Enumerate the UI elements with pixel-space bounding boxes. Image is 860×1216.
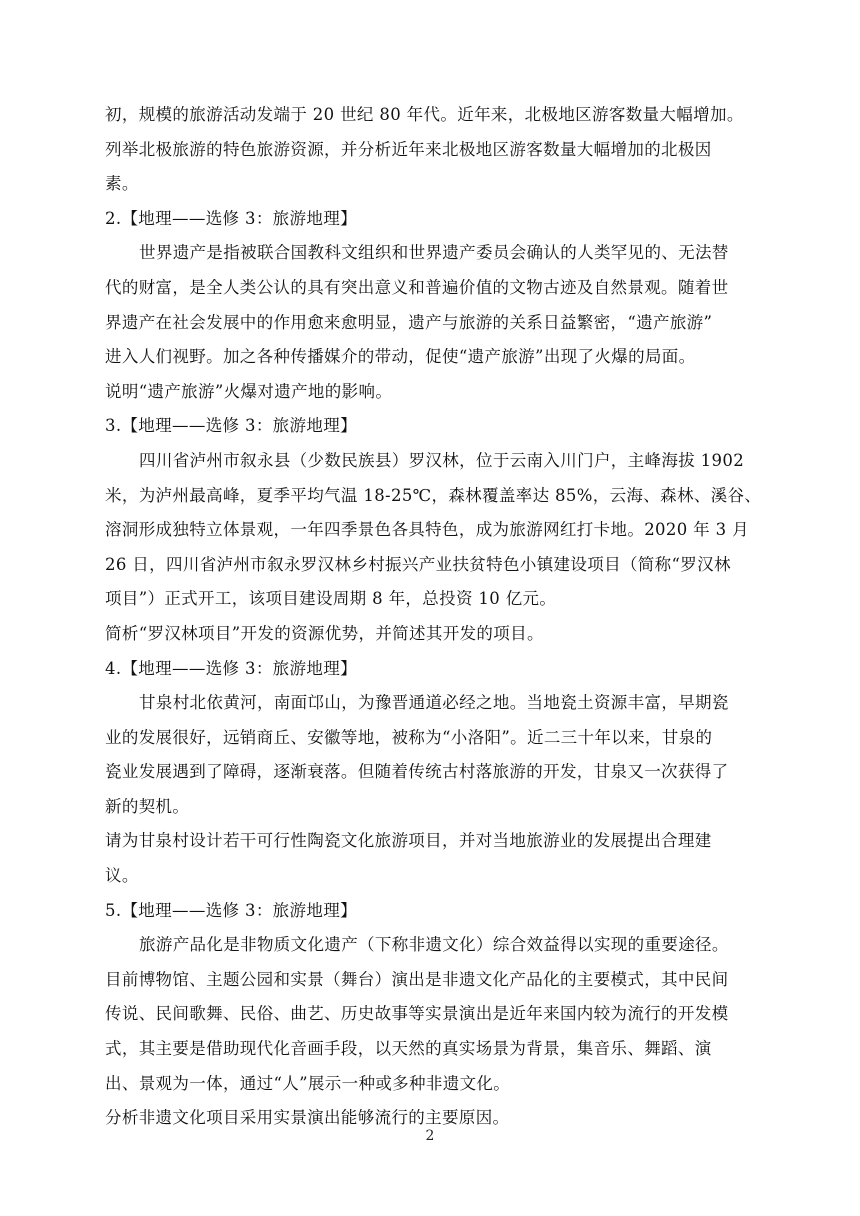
page-content [105, 98, 785, 1136]
question-prompt: 分析非遗文化项目采用实景演出能够流行的主要原因。 [105, 1108, 510, 1128]
text-line: 甘泉村北依黄河，南面邙山，为豫晋通道必经之地。当地瓷土资源丰富，早期瓷 [139, 693, 729, 713]
text-line: 项目”）正式开工，该项目建设周期 8 年，总投资 10 亿元。 [105, 589, 557, 609]
text-line: 式，其主要是借助现代化音画手段，以天然的真实场景为背景，集音乐、舞蹈、演 [105, 1039, 712, 1059]
question-prompt: 简析“罗汉林项目”开发的资源优势，并简述其开发的项目。 [105, 623, 544, 643]
page-number: 2 [425, 1128, 435, 1144]
question-heading: 3.【地理——选修 3：旅游地理】 [105, 416, 357, 436]
question-prompt: 说明“遗产旅游”火爆对遗产地的影响。 [105, 381, 393, 401]
question-heading: 4.【地理——选修 3：旅游地理】 [105, 658, 357, 678]
text-line: 溶洞形成独特立体景观，一年四季景色各具特色，成为旅游网红打卡地。2020 年 3 月 [105, 520, 749, 540]
question-3 [105, 409, 785, 651]
question-heading: 5.【地理——选修 3：旅游地理】 [105, 900, 357, 920]
text-line: 传说、民间歌舞、民俗、曲艺、历史故事等实景演出是近年来国内较为流行的开发模 [105, 1004, 729, 1024]
text-line: 米，为泸州最高峰，夏季平均气温 18-25℃，森林覆盖率达 85%，云海、森林、溪谷、 [105, 485, 762, 505]
text-line: 界遗产在社会发展中的作用愈来愈明显，遗产与旅游的关系日益繁密，“遗产旅游” [105, 312, 713, 332]
text-line: 出、景观为一体，通过“人”展示一种或多种非遗文化。 [105, 1073, 511, 1093]
text-line: 目前博物馆、主题公园和实景（舞台）演出是非遗文化产品化的主要模式，其中民间 [105, 969, 729, 989]
text-line: 素。 [105, 174, 139, 194]
question-1-tail [105, 98, 785, 202]
text-line: 世界遗产是指被联合国教科文组织和世界遗产委员会确认的人类罕见的、无法替 [139, 243, 729, 263]
text-line: 代的财富，是全人类公认的具有突出意义和普遍价值的文物古迹及自然景观。随着世 [105, 277, 729, 297]
question-heading: 2.【地理——选修 3：旅游地理】 [105, 208, 357, 228]
text-line: 初，规模的旅游活动发端于 20 世纪 80 年代。近年来，北极地区游客数量大幅增加。 [105, 105, 744, 124]
question-prompt: 请为甘泉村设计若干可行性陶瓷文化旅游项目，并对当地旅游业的发展提出合理建 [105, 831, 712, 851]
question-4 [105, 652, 785, 894]
text-line: 进入人们视野。加之各种传播媒介的带动，促使“遗产旅游”出现了火爆的局面。 [105, 347, 696, 367]
text-line: 26 日，四川省泸州市叙永罗汉林乡村振兴产业扶贫特色小镇建设项目（简称“罗汉林 [105, 554, 731, 574]
text-line: 业的发展很好，远销商丘、安徽等地，被称为“小洛阳”。近二三十年以来，甘泉的 [105, 727, 713, 747]
text-line: 四川省泸州市叙永县（少数民族县）罗汉林，位于云南入川门户，主峰海拔 1902 [139, 450, 745, 470]
text-line: 旅游产品化是非物质文化遗产（下称非遗文化）综合效益得以实现的重要途径。 [139, 935, 729, 955]
question-2 [105, 202, 785, 410]
text-line: 新的契机。 [105, 796, 190, 816]
text-line: 瓷业发展遇到了障碍，逐渐衰落。但随着传统古村落旅游的开发，甘泉又一次获得了 [105, 762, 729, 782]
question-prompt: 议。 [105, 866, 139, 886]
text-line: 列举北极旅游的特色旅游资源，并分析近年来北极地区游客数量大幅增加的北极因 [105, 139, 712, 159]
question-5 [105, 894, 785, 1136]
